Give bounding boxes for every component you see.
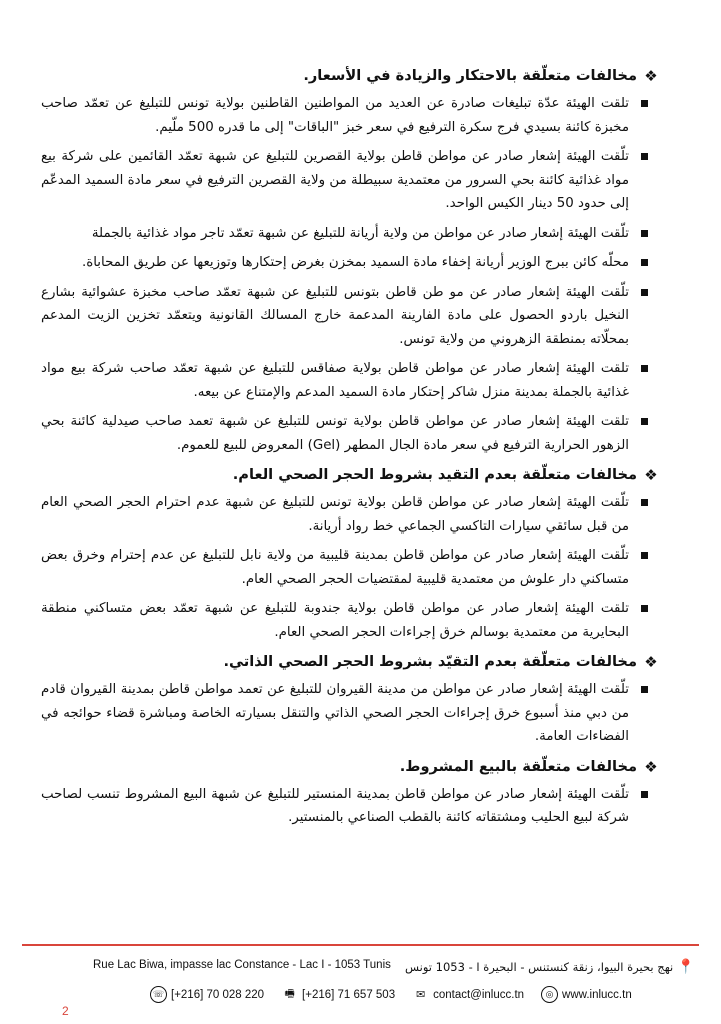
section-heading [41,463,659,487]
section-general-quarantine [41,463,659,644]
item-text: تلّقت الهيئة إشعار صادر عن مواطن قاطن بولاية القصرين للتبليغ عن شبهة تعمّد القائمين على شركة بيع مواد غذائية كائنة بحي السرور من معتمدية سبيطلة من ولاية القصرين الترفيع في سعر مادة السميد المدعّم إلى حدود 50 دينار الكيس الواحد. [41,149,629,211]
section-self-quarantine [41,650,659,749]
footer-email-text[interactable]: contact@inlucc.tn [433,988,525,1001]
square-bullet-icon [641,605,648,612]
section-heading [41,64,659,88]
globe-icon: ◎ [541,986,558,1003]
diamond-bullet-icon: ❖ [644,466,658,484]
list-item [41,222,659,246]
square-bullet-icon [641,100,648,107]
footer-phone [150,986,264,1003]
square-bullet-icon [641,499,648,506]
item-list [41,92,659,457]
section-heading-text: مخالفات متعلّقة بالاحتكار والزيادة في الأسعار. [303,67,637,84]
item-text: تلّقت الهيئة إشعار صادر عن مواطن قاطن بمدينة المنستير للتبليغ عن شبهة البيع المشروط تنسب لصاحب شركة لبيع الحليب ومشتقاته كائنة بالقطب الصناعي بالمنستير. [41,786,629,825]
footer-address-arabic-text: نهج بحيرة البيوا، زنقة كنستنس - البحيرة ا - 1053 تونس [405,960,674,974]
item-text: تلقت الهيئة إشعار صادر عن مواطن قاطن بولاية صفاقس للتبليغ عن شبهة تعمّد صاحب شركة بيع مواد غذائية بالجملة بمدينة منزل شاكر إحتكار مادة السميد المدعم والإمتناع عن بيعه. [41,361,629,400]
diamond-bullet-icon: ❖ [644,757,658,776]
list-item [41,783,659,830]
item-text: تلّقت الهيئة إشعار صادر عن مو طن قاطن بتونس للتبليغ عن شبهة تعمّد صاحب مخبزة عشوائية بشارع النخيل باردو الحصول على مادة الفارينة المدعمة خارج المسالك القانونية ويتعمّد تخزين الزيت المدعم بمحلّاته بمنطقة الزهروني من ولاية تونس. [41,284,629,347]
list-item [41,281,659,352]
square-bullet-icon [641,791,648,798]
section-heading-text: مخالفات متعلّقة بعدم التقيد بشروط الحجر الصحي العام. [232,466,637,483]
square-bullet-icon [641,552,648,559]
fax-icon: 🖷 [284,988,295,1000]
footer-phone-text: [+216] 70 028 220 [171,988,265,1001]
square-bullet-icon [641,153,648,160]
item-text: تلّقت الهيئة إشعار صادر عن مواطن من مدينة القيروان للتبليغ عن تعمد مواطن قاطن بمدينة القيروان قادم من دبي منذ أسبوع خرق إجراءات الحجر الصحي الذاتي والتنقل بسيارته الخاصة ومباشرة قضاء حوائجه في الفضاءات العامة. [41,682,629,744]
list-item [41,410,659,457]
square-bullet-icon [641,418,648,425]
square-bullet-icon [641,686,648,693]
footer-website[interactable] [541,986,632,1003]
item-list [41,491,659,644]
list-item [41,357,659,404]
item-text: محلّه كائن ببرج الوزير أريانة إخفاء مادة السميد بمخزن بغرض إحتكارها وتوزيعها عن طريق المحاباة. [81,255,629,270]
phone-icon: ☏ [150,986,167,1003]
footer-address-french: Rue Lac Biwa, impasse lac Constance - Lac I - 1053 Tunis [93,959,391,971]
footer-contacts [150,986,649,1003]
page-number: 2 [62,1004,69,1018]
diamond-bullet-icon: ❖ [644,67,658,85]
list-item [41,597,659,644]
list-item [41,92,659,139]
item-list [41,783,659,830]
item-text: تلقت الهيئة عدّة تبليغات صادرة عن العديد من المواطنين القاطنين بولاية تونس للتبليغ عن تعمّد صاحب مخبزة كائنة بسيدي فرج سكرة الترفيع في سعر خبز "الباقات" إلى ما قدره 500 ملّيم. [41,96,629,135]
section-heading [41,650,659,674]
footer-fax [281,986,395,1003]
item-text: تلّقت الهيئة إشعار صادر عن مواطن قاطن بولاية تونس للتبليغ عن شبهة عدم احترام الحجر الصحي العام من قبل سائقي سيارات التاكسي الجماعي خط رواد أريانة. [41,495,629,534]
square-bullet-icon [641,230,648,237]
item-text: تلّقت الهيئة إشعار صادر عن مواطن من ولاية أريانة للتبليغ عن شبهة تعمّد تاجر مواد غذائية بالجملة [91,225,629,241]
list-item [41,544,659,591]
envelope-icon: ✉ [415,989,426,1001]
section-heading [41,755,659,779]
list-item [41,678,659,749]
section-heading-text: مخالفات متعلّقة بالبيع المشروط. [399,757,637,775]
square-bullet-icon [641,365,648,372]
section-conditional-sale [41,755,659,830]
item-text: تلّقت الهيئة إشعار صادر عن مواطن قاطن بمدينة قليبية من ولاية نابل للتبليغ عن عدم إحترام وخرق بعض متساكني دار علوش من معتمدية قليبية لمقتضيات الحجر الصحي العام. [41,548,629,587]
footer-fax-text: [+216] 71 657 503 [302,988,396,1001]
square-bullet-icon [641,259,648,266]
square-bullet-icon [641,289,648,296]
footer-email[interactable] [412,986,524,1003]
list-item [41,491,659,538]
item-text: تلقت الهيئة إشعار صادر عن مواطن قاطن بولاية تونس للتبليغ عن شبهة تعمد صاحب صيدلية كائنة بحي الزهور الحرارية الترفيع في سعر مادة الجال المطهر (Gel) المعروض للبيع للعموم. [41,414,629,453]
list-item [41,145,659,216]
section-price-gouging [41,64,659,457]
footer-address-arabic [405,959,695,975]
item-text: تلقت الهيئة إشعار صادر عن مواطن قاطن بولاية جندوبة للتبليغ عن شبهة تعمّد بعض متساكني منطقة البحايرية من معتمدية بوسالم خرق إجراءات الحجر الصحي العام. [41,601,629,640]
diamond-bullet-icon: ❖ [644,653,658,671]
footer-divider [22,944,699,946]
section-heading-text: مخالفات متعلّقة بعدم التقيّد بشروط الحجر الصحي الذاتي. [223,653,637,670]
footer-website-text[interactable]: www.inlucc.tn [562,988,632,1001]
document-body [41,62,659,836]
map-pin-icon: 📍 [677,959,695,975]
item-list [41,678,659,749]
list-item [41,251,659,275]
